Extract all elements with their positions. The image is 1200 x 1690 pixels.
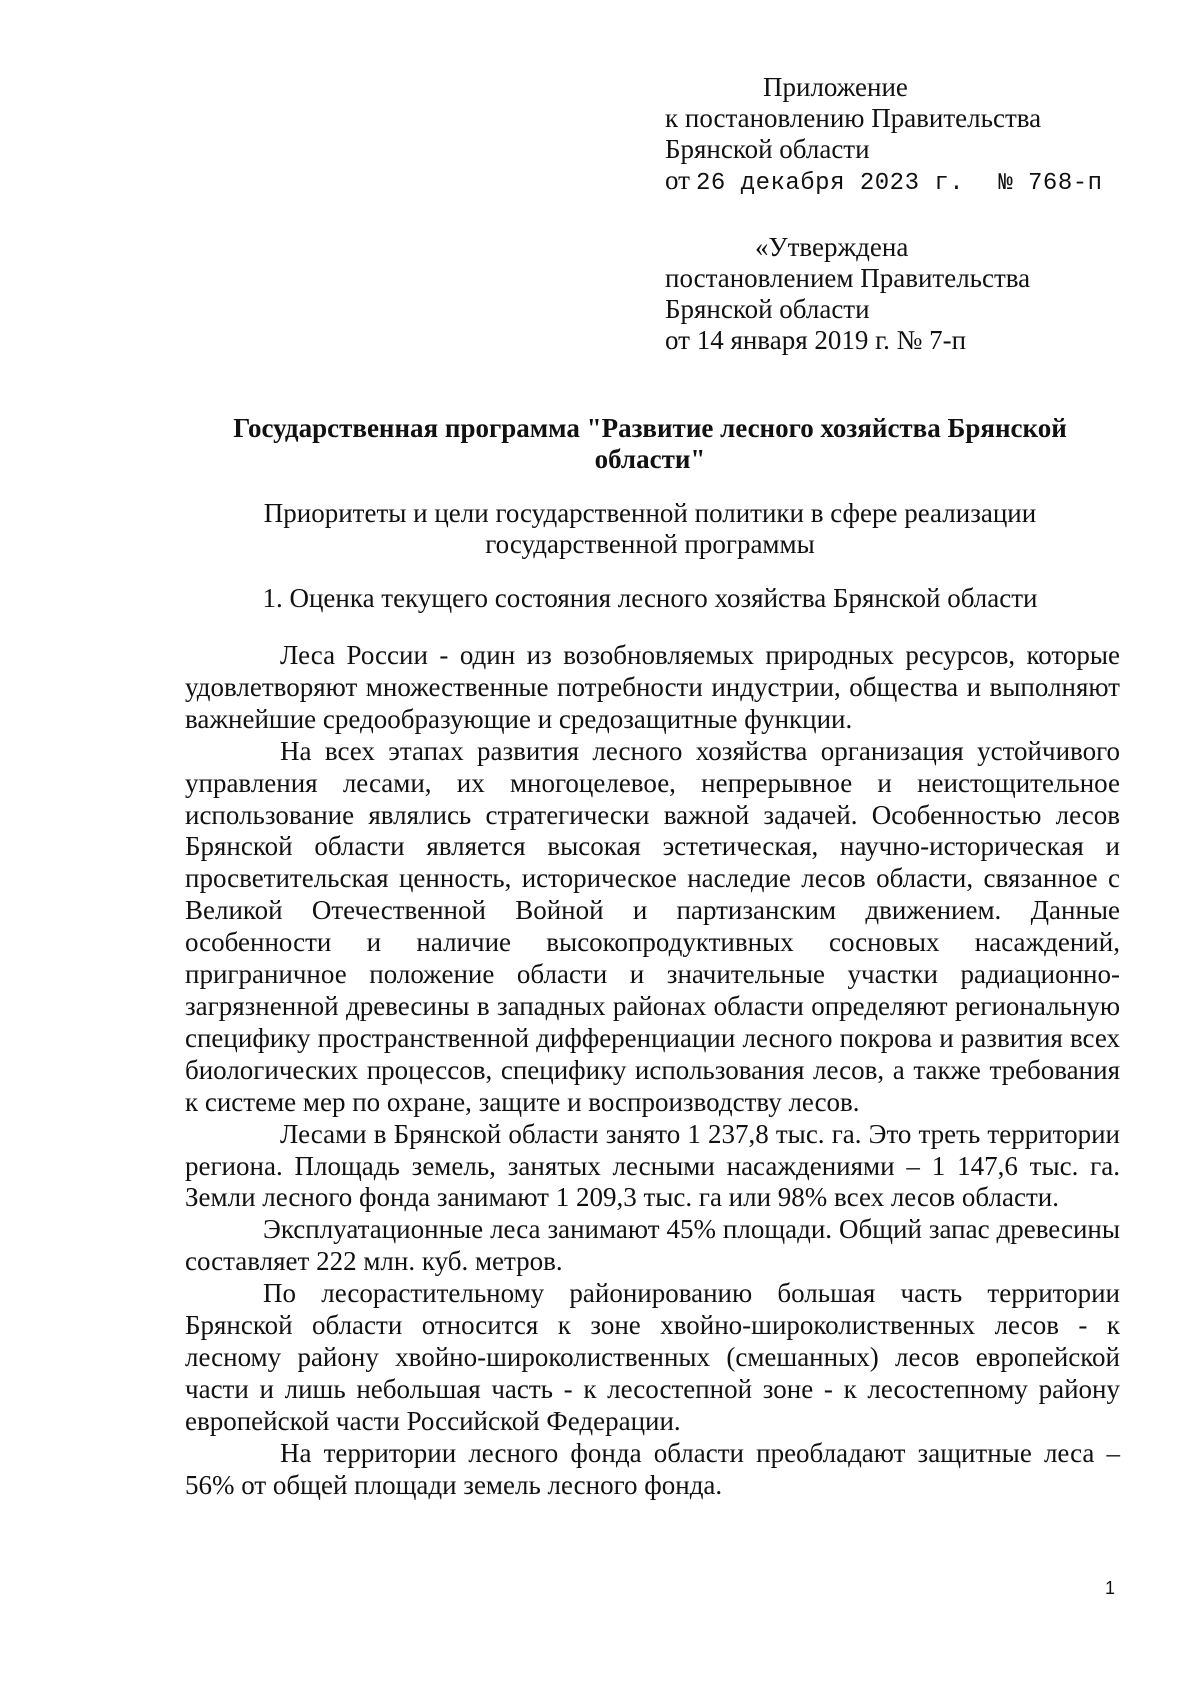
date-value: 26 декабря 2023 г. [695, 170, 965, 197]
date-prefix: от [665, 165, 690, 195]
paragraph-1: Леса России - один из возобновляемых природных ресурсов, которые удовлетворяют множественные потребности индустрии, общества и выполняют важнейшие средообразующие и средозащитные функции. [185, 640, 1120, 734]
paragraph-2: На всех этапах развития лесного хозяйства организация устойчивого управления лесами, их многоцелевое, непрерывное и неистощительное использование являлись стратегически важной задачей. Особенностью лесов Брянской области является высокая эстетическая, научно-историческая и просветительская ценность, историческое наследие лесов области, связанное с Великой Отечественной Войной и партизанским движением. Данные особенности и наличие высокопродуктивных сосновых насаждений, приграничное положение области и значительные участки радиационно-загрязненной древесины в западных районах области определяют региональную специфику пространственной дифференциации лесного покрова и развития всех биологических процессов, специфику использования лесов, а также требования к системе мер по охране, защите и воспроизводству лесов. [185, 735, 1120, 1117]
appendix-date-row [665, 165, 1103, 199]
appendix-block [665, 72, 1103, 199]
approved-line-1: постановлением Правительства [665, 263, 1031, 293]
section-title: Приоритеты и цели государственной политики в сфере реализации государственной программы [263, 498, 1037, 559]
approved-block [665, 232, 1030, 356]
appendix-line-2: Брянской области [665, 134, 870, 164]
paragraph-4: Эксплуатационные леса занимают 45% площади. Общий запас древесины составляет 222 млн. куб. метров. [185, 1214, 1120, 1277]
paragraph-3: Лесами в Брянской области занято 1 237,8 тыс. га. Это треть территории региона. Площадь земель, занятых лесными насаждениями – 1 147,6 тыс. га. Земли лесного фонда занимают 1 209,3 тыс. га или 98% всех лесов области. [185, 1118, 1120, 1213]
subsection-title: 1. Оценка текущего состояния лесного хозяйства Брянской области [262, 583, 1038, 613]
approved-line-3: от 14 января 2019 г. № 7-п [665, 325, 967, 355]
appendix-title: Приложение [763, 72, 908, 102]
paragraph-5: По лесорастительному районированию большая часть территории Брянской области относится к зоне хвойно-широколиственных лесов - к лесному району хвойно-широколиственных (смешанных) лесов европейской части и лишь небольшая часть - к лесостепной зоне - к лесостепному району европейской части Российской Федерации. [185, 1278, 1120, 1436]
appendix-line-1: к постановлению Правительства [665, 103, 1042, 133]
paragraph-6: На территории лесного фонда области преобладают защитные леса – 56% от общей площади земель лесного фонда. [185, 1437, 1120, 1500]
body-text [185, 640, 1120, 1501]
approved-line-2: Брянской области [665, 294, 870, 324]
decree-number: № 768-п [998, 170, 1103, 197]
page-number: 1 [1105, 1578, 1116, 1598]
approved-title: «Утверждена [755, 232, 909, 262]
program-title: Государственная программа "Развитие лесного хозяйства Брянской области" [233, 413, 1067, 474]
